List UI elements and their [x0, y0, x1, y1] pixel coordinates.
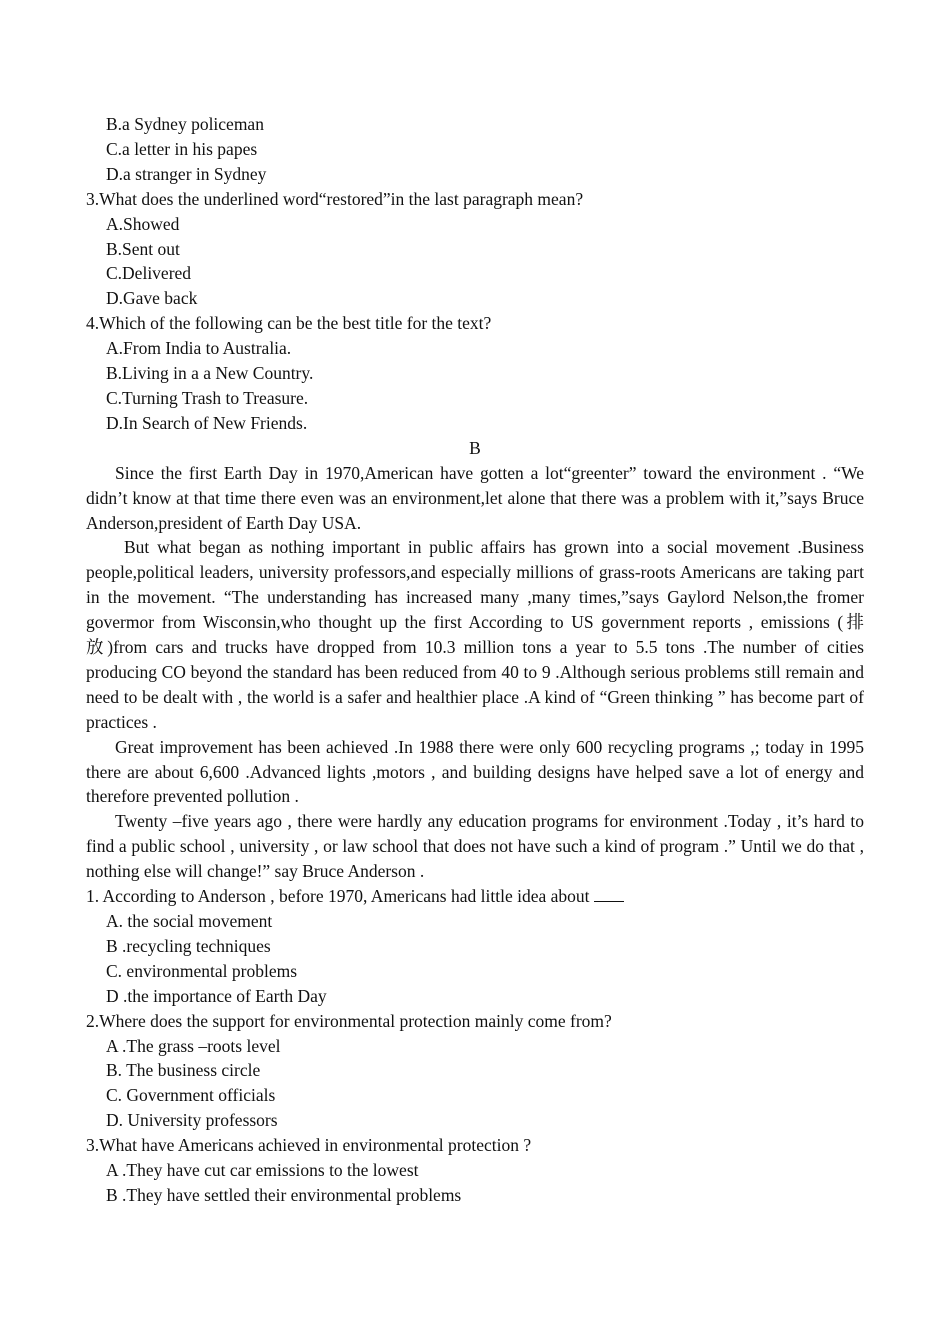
option: C. Government officials — [106, 1085, 276, 1106]
question-line — [86, 884, 864, 909]
option: C.a letter in his papes — [106, 138, 258, 159]
question-text: 4.Which of the following can be the best title for the text? — [86, 313, 492, 334]
option: B .recycling techniques — [106, 935, 271, 956]
exam-page — [86, 112, 864, 1208]
option: A.From India to Australia. — [106, 338, 292, 359]
question-text: 1. According to Anderson , before 1970, Americans had little idea about — [86, 886, 590, 907]
option: D. University professors — [106, 1110, 278, 1131]
option: D.a stranger in Sydney — [106, 163, 267, 184]
passage-paragraph: But what began as nothing important in public affairs has grown into a social movement .Business people,political leaders, university professors,and especially millions of grass-roots Americans are taking part in the movement. “The understanding has increased many ,many times,”says Gaylord Nelson,the fromer govermor from Wisconsin,who thought up the first According to US government reports , emissions (排放)from cars and trucks have dropped from 10.3 million tons a year to 5.5 tons .The number of cities producing CO beyond the standard has been reduced from 40 to 9 .Although serious problems still remain and need to be dealt with , the world is a safer and healthier place .A kind of “Green thinking ” has become part of practices . — [86, 537, 864, 732]
option: B.a Sydney policeman — [106, 114, 264, 134]
passage-paragraph: Since the first Earth Day in 1970,American have gotten a lot“greenter” toward the environment . “We didn’t know at that time there even was an environment,let alone that there was a problem with it,”says Bruce Anderson,president of Earth Day USA. — [86, 462, 864, 533]
option: B.Living in a a New Country. — [106, 363, 314, 384]
question-text: 3.What does the underlined word“restored”in the last paragraph mean? — [86, 188, 584, 209]
option: A .They have cut car emissions to the lowest — [106, 1160, 419, 1181]
question-text: 2.Where does the support for environmental protection mainly come from? — [86, 1010, 612, 1031]
part-a-question-2-options — [86, 112, 864, 187]
option: C.Delivered — [106, 263, 192, 284]
option: B.Sent out — [106, 238, 180, 259]
option: B .They have settled their environmental problems — [106, 1184, 462, 1205]
option: A .The grass –roots level — [106, 1035, 281, 1056]
option: D.Gave back — [106, 288, 198, 309]
part-b-question-1 — [86, 884, 864, 1009]
option: A.Showed — [106, 213, 180, 234]
part-a-question-3 — [86, 187, 864, 312]
answer-blank — [594, 887, 624, 902]
option: D .the importance of Earth Day — [106, 985, 327, 1006]
passage-paragraph: Great improvement has been achieved .In 1988 there were only 600 recycling programs ,; today in 1995 there are about 6,600 .Advanced lights ,motors , and building designs have helped save a lot of energy and therefore prevented pollution . — [86, 736, 864, 807]
part-a-question-4 — [86, 311, 864, 436]
option: C.Turning Trash to Treasure. — [106, 387, 309, 408]
reading-passage — [86, 461, 864, 884]
question-text: 3.What have Americans achieved in environmental protection ? — [86, 1135, 532, 1156]
part-b-question-3 — [86, 1133, 864, 1208]
option: D.In Search of New Friends. — [106, 412, 308, 433]
option: C. environmental problems — [106, 960, 298, 981]
section-heading: B — [469, 437, 481, 458]
part-b-question-2 — [86, 1009, 864, 1134]
option: B. The business circle — [106, 1060, 261, 1081]
passage-paragraph: Twenty –five years ago , there were hardly any education programs for environment .Today , it’s hard to find a public school , university , or law school that does not have such a kind of program .” Until we do that , nothing else will change!” say Bruce Anderson . — [86, 811, 864, 882]
option: A. the social movement — [106, 911, 273, 931]
